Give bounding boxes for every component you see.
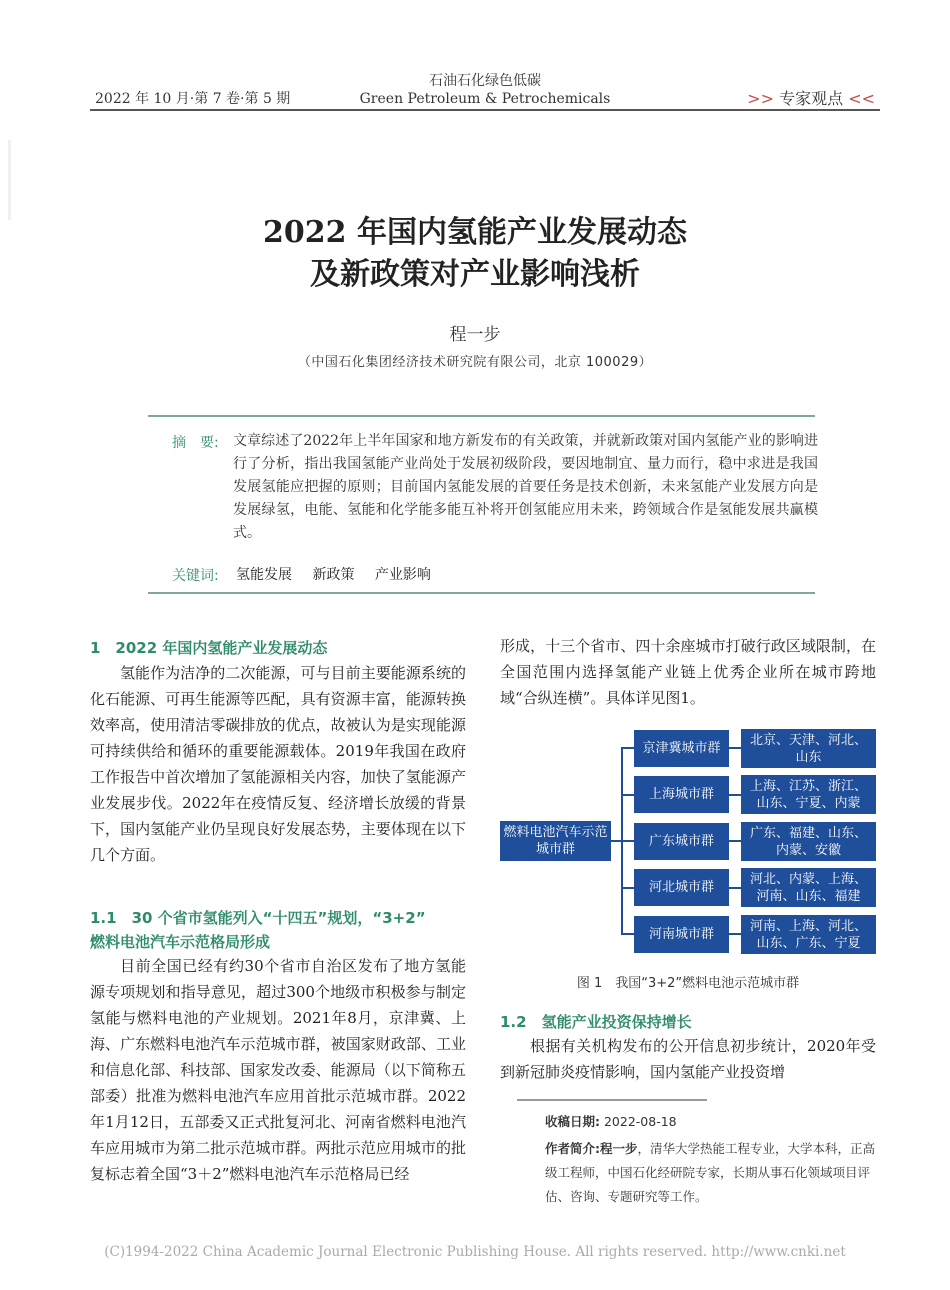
keyword: 产业影响 (374, 567, 431, 583)
figure-root-node: 燃料电池汽车示范城市群 (500, 821, 611, 861)
footnote-rule (517, 1099, 707, 1101)
journal-title (340, 70, 630, 107)
right-column-paragraph: 形成，十三个省市、四十余座城市打破行政区域限制，在全国范围内选择氢能产业链上优秀企业所在城市跨地域“合纵连横”。具体详见图1。 (500, 637, 876, 707)
section-1-1-heading-line1: 1.1 30 个省市氢能列入“十四五”规划，“3+2” (90, 909, 426, 927)
connector (621, 933, 634, 935)
connector (621, 887, 634, 889)
section-1-2-heading: 1.2 氢能产业投资保持增长 (500, 1013, 692, 1031)
cluster-members: 广东、福建、山东、内蒙、安徽 (741, 822, 876, 861)
cluster-members: 上海、江苏、浙江、山东、宁夏、内蒙 (741, 775, 876, 814)
cluster-members: 北京、天津、河北、山东 (741, 729, 876, 768)
journal-title-en: Green Petroleum & Petrochemicals (359, 91, 611, 107)
column-prefix: >> (747, 89, 774, 108)
connector (729, 840, 741, 842)
abstract-text: 文章综述了2022年上半年国家和地方新发布的有关政策，并就新政策对国内氢能产业的影响进行了分析，指出我国氢能产业尚处于发展初级阶段，要因地制宜、量力而行，稳中求进是我国发展氢能应把握的原则；目前国内氢能发展的首要任务是技术创新，未来氢能产业发展方向是发展绿氢，电能、氢能和化学能多能互补将开创氢能应用未来，跨领域合作是氢能发展共赢模式。 (233, 433, 818, 541)
copyright-notice: (C)1994-2022 China Academic Journal Electronic Publishing House. All rights reserved. http://www.cnki.net (104, 1244, 846, 1260)
section-1-1-paragraph: 目前全国已经有约30个省市自治区发布了地方氢能源专项规划和指导意见，超过300个地级市积极参与制定氢能与燃料电池的产业规划。2021年8月，京津冀、上海、广东燃料电池汽车示范城市群，被国家财政部、工业和信息化部、科技部、国家发改委、能源局（以下简称五部委）批准为燃料电池汽车应用首批示范城市群。2022年1月12日，五部委又正式批复河北、河南省燃料电池汽车应用城市为第二批示范城市群。两批示范应用城市的批复标志着全国“3＋2”燃料电池汽车示范格局已经 (90, 957, 466, 1183)
figure-1 (500, 729, 876, 955)
connector (729, 794, 741, 796)
bio-text: ，清华大学热能工程专业，大学本科，正高级工程师，中国石化经研院专家，长期从事石化领域项目评估、咨询、专题研究等工作。 (545, 1141, 876, 1204)
cluster-members: 河北、内蒙、上海、河南、山东、福建 (741, 868, 876, 907)
received-label: 收稿日期: (545, 1114, 600, 1129)
journal-title-cn: 石油石化绿色低碳 (429, 73, 541, 89)
connector (621, 747, 634, 749)
received-value: 2022-08-18 (603, 1114, 677, 1129)
title-line-1: 2022 年国内氢能产业发展动态 (263, 215, 687, 250)
cluster-members: 河南、上海、河北、山东、广东、宁夏 (741, 915, 876, 954)
cluster-node: 河南城市群 (634, 916, 729, 953)
author: 程一步 (449, 325, 501, 345)
section-1-1-heading (90, 906, 466, 954)
abstract-top-rule (148, 415, 815, 417)
column-name (747, 86, 875, 109)
section-1-2-paragraph: 根据有关机构发布的公开信息初步统计，2020年受到新冠肺炎疫情影响，国内氢能产业投资增 (500, 1037, 876, 1081)
author-bio (545, 1137, 880, 1209)
column-label: 专家观点 (779, 89, 844, 108)
title-line-2: 及新政策对产业影响浅析 (310, 257, 640, 292)
abstract-bottom-rule (148, 592, 815, 594)
connector (729, 887, 741, 889)
received-date (545, 1110, 880, 1134)
header-rule (90, 109, 880, 111)
keywords (236, 564, 447, 584)
cluster-node: 京津冀城市群 (634, 730, 729, 767)
bio-name: 程一步 (600, 1141, 638, 1156)
keyword: 新政策 (312, 567, 355, 583)
cluster-node: 河北城市群 (634, 869, 729, 906)
connector (729, 747, 741, 749)
issue-info: 2022 年 10 月·第 7 卷·第 5 期 (95, 91, 291, 107)
article-title (0, 212, 950, 296)
keywords-label: 关键词: (172, 568, 219, 584)
connector (621, 794, 634, 796)
keyword: 氢能发展 (236, 567, 292, 583)
section-1-paragraph: 氢能作为洁净的二次能源，可与目前主要能源系统的化石能源、可再生能源等匹配，具有资源丰富，能源转换效率高，使用清洁零碳排放的优点，故被认为是实现能源可持续供给和循环的重要能源载体。2019年我国在政府工作报告中首次增加了氢能源相关内容，加快了氢能源产业发展步伐。2022年在疫情反复、经济增长放缓的背景下，国内氢能产业仍呈现良好发展态势，主要体现在以下几个方面。 (90, 664, 466, 864)
cluster-node: 广东城市群 (634, 823, 729, 860)
affiliation: （中国石化集团经济技术研究院有限公司，北京 100029） (297, 355, 653, 370)
connector (621, 840, 634, 842)
column-suffix: << (848, 89, 875, 108)
margin-mark (8, 140, 11, 220)
abstract-label: 摘 要: (172, 435, 219, 451)
connector (729, 933, 741, 935)
section-1-1-heading-line2: 燃料电池汽车示范格局形成 (90, 933, 271, 951)
figure-caption: 图 1 我国“3+2”燃料电池示范城市群 (576, 976, 800, 991)
cluster-node: 上海城市群 (634, 776, 729, 813)
section-1-heading: 1 2022 年国内氢能产业发展动态 (90, 639, 328, 657)
bio-label: 作者简介: (545, 1141, 600, 1156)
